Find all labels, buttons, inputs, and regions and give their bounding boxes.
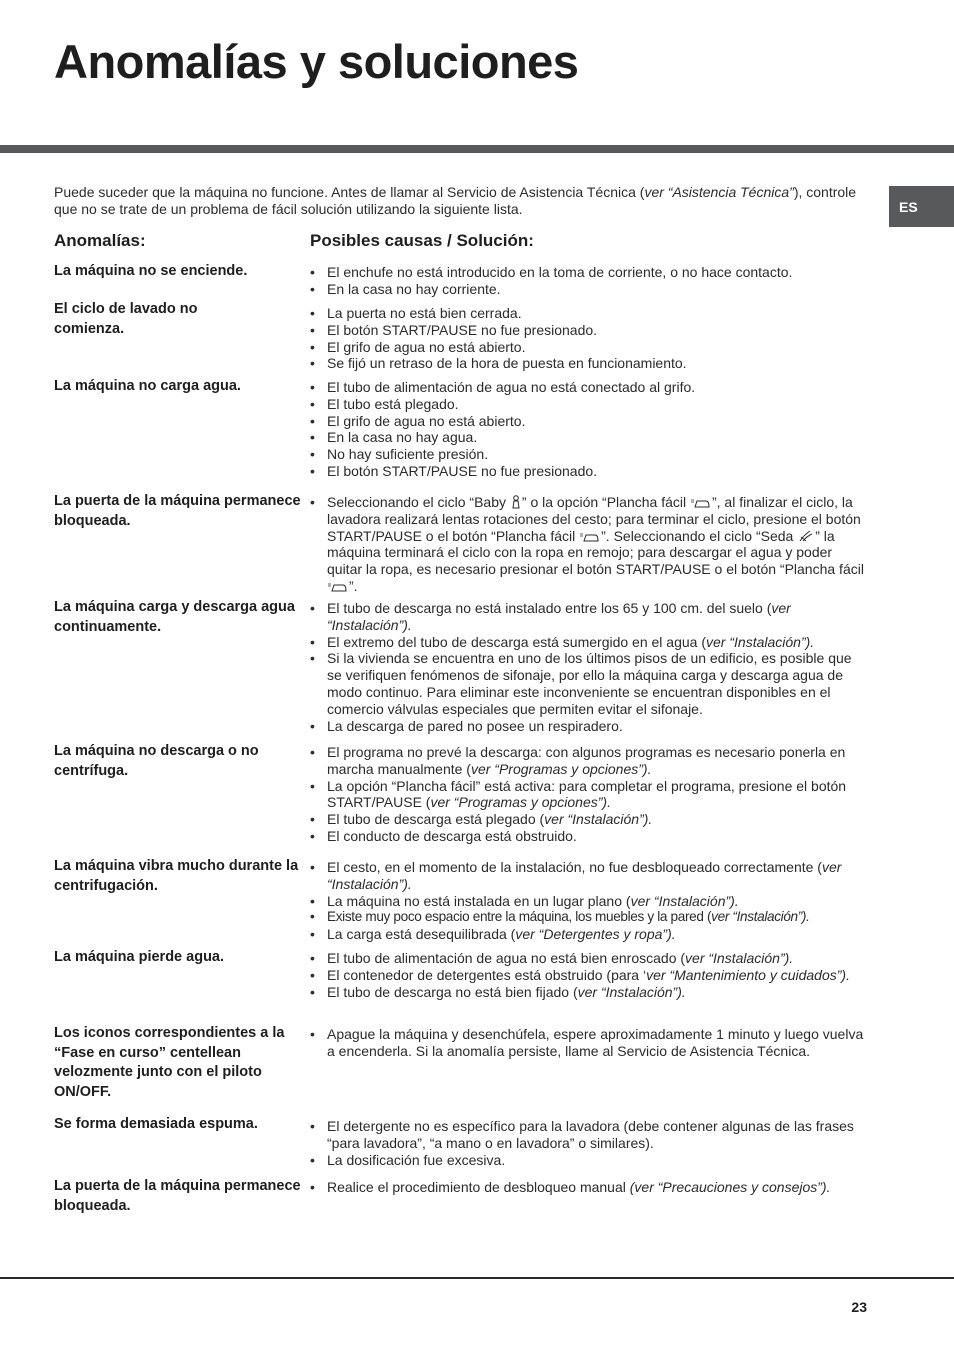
list-item: • El grifo de agua no está abierto. [310,339,870,356]
solution-list [310,1118,870,1168]
list-item: • El contenedor de detergentes está obstruido (para ‘ver “Mantenimiento y cuidados”). [310,967,870,984]
anomaly-label: La máquina pierde agua. [54,949,225,965]
anomaly-label: El ciclo de lavado no comienza. [54,301,198,337]
easy-iron-icon [328,582,348,593]
list-item: • El enchufe no está introducido en la toma de corriente, o no hace contacto. [310,264,870,281]
anomaly-label: La máquina vibra mucho durante la centrifugación. [54,858,299,894]
list-item: • El programa no prevé la descarga: con algunos programas es necesario ponerla en marcha manualmente (ver “Programas y opciones”). [310,744,870,778]
list-item: • El tubo está plegado. [310,396,870,413]
list-item: • El cesto, en el momento de la instalación, no fue desbloqueado correctamente (ver “Instalación”). [310,859,870,893]
list-item: • El tubo de descarga no está instalado entre los 65 y 100 cm. del suelo (ver “Instalación”). [310,600,870,634]
list-item: • El detergente no es específico para la lavadora (debe contener algunas de las frases “para lavadora”, “a mano o en lavadora” o similares). [310,1118,870,1152]
list-item: • No hay suficiente presión. [310,446,870,463]
list-item: • La puerta no está bien cerrada. [310,305,870,322]
list-item: • El tubo de alimentación de agua no está bien enroscado (ver “Instalación”). [310,950,870,967]
anomaly-label: Se forma demasiada espuma. [54,1116,258,1132]
list-item: • Existe muy poco espacio entre la máquina, los muebles y la pared (ver “Instalación”). [310,909,870,926]
silk-icon [798,529,814,543]
page-title: Anomalías y soluciones [54,35,579,88]
solution-list [310,600,870,734]
anomaly-label: La máquina carga y descarga agua continuamente. [54,599,295,635]
baby-icon [511,495,521,509]
list-item: • Apague la máquina y desenchúfela, espere aproximadamente 1 minuto y luego vuelva a encenderla. Si la anomalía persiste, llame al Servicio de Asistencia Técnica. [310,1026,870,1060]
anomaly-label: La máquina no descarga o no centrífuga. [54,743,259,779]
list-item: • Si la vivienda se encuentra en uno de los últimos pisos de un edificio, es posible que se verifiquen fenómenos de sifonaje, por ello la máquina carga y descarga agua de modo continuo. Para eliminar este inconveniente se encuentran disponibles en el comercio válvulas especiales que permiten evitar el sifonaje. [310,650,870,717]
anomaly-label: Los iconos correspondientes a la “Fase en curso” centellean velozmente junto con el piloto ON/OFF. [54,1025,285,1100]
list-item: • El tubo de alimentación de agua no está conectado al grifo. [310,379,870,396]
list-item: • El conducto de descarga está obstruido. [310,828,870,845]
list-item: • La opción “Plancha fácil” está activa: para completar el programa, presione el botón START/PAUSE (ver “Programas y opciones”). [310,778,870,812]
anomalies-header: Anomalías: [54,231,146,250]
solution-list [310,744,870,845]
list-item: • Seleccionando el ciclo “Baby ” o la opción “Plancha fácil ”, al finalizar el ciclo, la lavadora realizará lentas rotaciones del cesto; para terminar el ciclo, presione el botón START/PAUSE o el botón “Plancha fácil ”. Seleccionando el ciclo “Seda ” la máquina terminará el ciclo con la ropa en remojo; para descargar el agua y poder quitar la ropa, es necesario presionar el botón START/PAUSE o el botón “Plancha fácil ”. [310,494,870,595]
page-number: 23 [851,1299,867,1315]
list-item: • La máquina no está instalada en un lugar plano (ver “Instalación”). [310,893,870,910]
list-item: • El extremo del tubo de descarga está sumergido en el agua (ver “Instalación”). [310,634,870,651]
anomaly-label: La máquina no carga agua. [54,378,241,394]
easy-iron-icon [691,498,711,509]
solution-list [310,1179,870,1196]
intro-paragraph: Puede suceder que la máquina no funcione. Antes de llamar al Servicio de Asistencia Técnica (ver “Asistencia Técnica”), controle que no se trate de un problema de fácil solución utilizando la siguiente lista. [54,184,857,217]
header-divider [0,145,954,153]
anomaly-label: La puerta de la máquina permanece bloqueada. [54,493,301,529]
solution-list [310,494,870,595]
footer-divider [0,1277,954,1279]
list-item: • Se fijó un retraso de la hora de puesta en funcionamiento. [310,355,870,372]
solution-list [310,1026,870,1060]
list-item: • El botón START/PAUSE no fue presionado. [310,322,870,339]
solution-list [310,379,870,480]
solution-list [310,950,870,1000]
list-item: • La descarga de pared no posee un respiradero. [310,718,870,735]
solution-list [310,305,870,372]
anomaly-label: La máquina no se enciende. [54,263,248,279]
list-item: • En la casa no hay agua. [310,429,870,446]
list-item: • En la casa no hay corriente. [310,281,870,298]
easy-iron-icon [580,532,600,543]
anomaly-label: La puerta de la máquina permanece bloqueada. [54,1178,301,1214]
list-item: • El botón START/PAUSE no fue presionado. [310,463,870,480]
list-item: • La dosificación fue excesiva. [310,1152,870,1169]
list-item: • Realice el procedimiento de desbloqueo manual (ver “Precauciones y consejos”). [310,1179,870,1196]
causes-header: Posibles causas / Solución: [310,231,534,250]
language-tab: ES [889,186,954,227]
list-item: • El tubo de descarga no está bien fijado (ver “Instalación”). [310,984,870,1001]
list-item: • La carga está desequilibrada (ver “Detergentes y ropa”). [310,926,870,943]
list-item: • El tubo de descarga está plegado (ver “Instalación”). [310,811,870,828]
solution-list [310,859,870,943]
solution-list [310,264,870,298]
list-item: • El grifo de agua no está abierto. [310,413,870,430]
